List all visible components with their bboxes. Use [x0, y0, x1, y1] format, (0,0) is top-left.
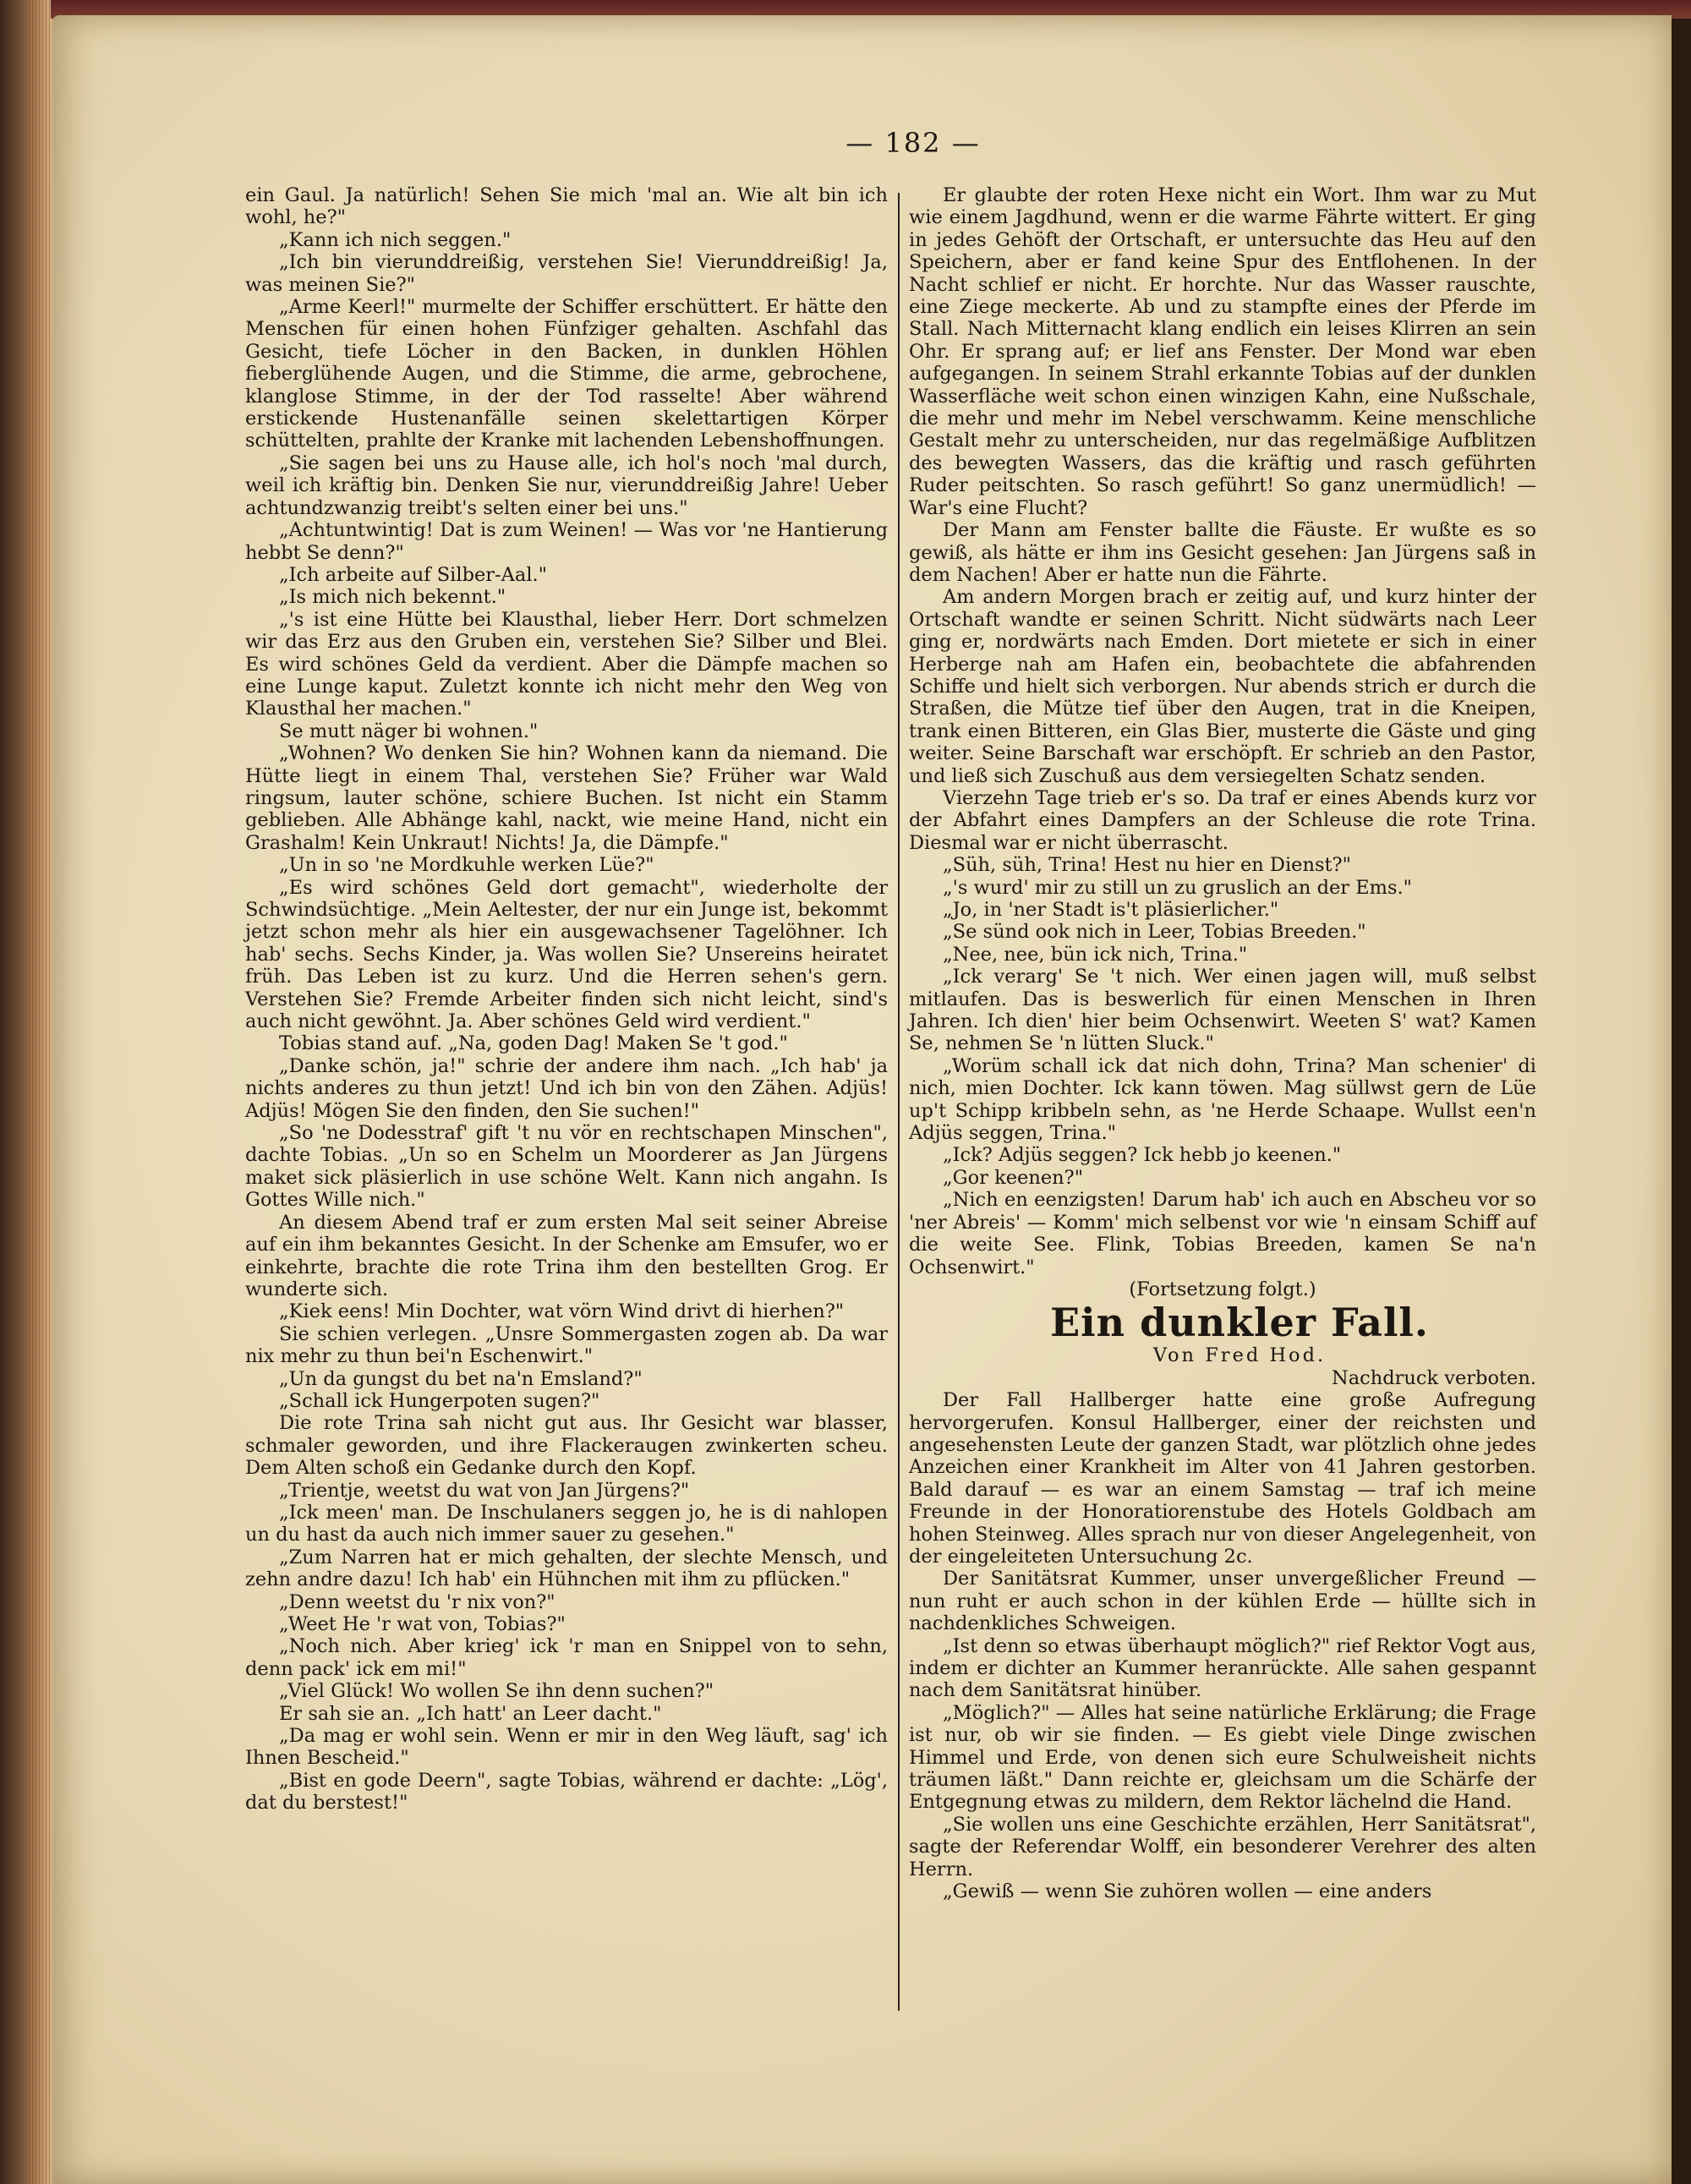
paragraph: „Gor keenen?" — [943, 1166, 1084, 1189]
paragraph: „Se sünd ook nich in Leer, Tobias Breeden." — [943, 921, 1366, 944]
paragraph: „Nich en eenzigsten! Darum hab' ich auch en Abscheu vor so 'ner Abreis' — Komm' mich selbenst vor wie 'n einsam Schiff auf die weite See. Flink, Tobias Breeden, kamen Se na'n Ochsenwirt." — [909, 1189, 1536, 1278]
right-column — [909, 184, 1536, 1902]
paragraph: „Da mag er wohl sein. Wenn er mir in den Weg läuft, sag' ich Ihnen Bescheid." — [245, 1725, 888, 1770]
paragraph: Am andern Morgen brach er zeitig auf, und kurz hinter der Ortschaft wandte er seinen Schritt. Nicht südwärts nach Leer ging er, nordwärts nach Emden. Dort mietete er sich in einer Herberge nah am Hafen ein, beobachtete die abfahrenden Schiffe und hielt sich verborgen. Nur abends strich er durch die Straßen, die Mütze tief über den Augen, trat in die Kneipen, trank einen Bitteren, ein Glas Bier, musterte die Gäste und ging weiter. Seine Barschaft war erschöpft. Er schrieb an den Pastor, und ließ sich Zuschuß aus dem versiegelten Schatz senden. — [909, 586, 1536, 787]
paragraph: „Ich arbeite auf Silber-Aal." — [279, 563, 548, 586]
paragraph: „Noch nich. Aber krieg' ick 'r man en Snippel von to sehn, denn pack' ick em mi!" — [245, 1635, 888, 1680]
paragraph: „Sie sagen bei uns zu Hause alle, ich hol's noch 'mal durch, weil ich kräftig bin. Denken Sie nur, vierunddreißig Jahre! Ueber achtundzwanzig treibt's selten einer bei uns." — [245, 452, 888, 519]
paragraph: „Gewiß — wenn Sie zuhören wollen — eine anders — [943, 1880, 1432, 1903]
paragraph: Se mutt näger bi wohnen." — [279, 720, 539, 742]
paragraph: „Bist en gode Deern", sagte Tobias, während er dachte: „Lög', dat du berstest!" — [245, 1769, 888, 1815]
serial-story-continuation — [909, 184, 1536, 1278]
paragraph: Er glaubte der roten Hexe nicht ein Wort. Ihm war zu Mut wie einem Jagdhund, wenn er die warme Fährte wittert. Er ging in jedes Gehöft der Ortschaft, er untersuchte das Heu auf den Speichern, aber er fand keine Spur des Entflohenen. In der Nacht schlief er nicht. Er horchte. Nur das Wasser rauschte, eine Ziege meckerte. Ab und zu stampfte eines der Pferde im Stall. Nach Mitternacht klang endlich ein leises Klirren an sein Ohr. Er sprang auf; er lief ans Fenster. Der Mond war eben aufgegangen. In seinem Strahl erkannte Tobias auf der dunklen Wasserfläche weit schon einen winzigen Kahn, eine Nußschale, die mehr und mehr im Nebel verschwamm. Keine menschliche Gestalt mehr zu unterscheiden, nur das regelmäßige Aufblitzen des bewegten Wassers, das die kräftig und rasch geführten Ruder peitschten. So rasch geführt! So ganz unermüdlich! — War's eine Flucht? — [909, 184, 1536, 519]
paragraph: „Achtuntwintig! Dat is zum Weinen! — Was vor 'ne Hantierung hebbt Se denn?" — [245, 519, 888, 564]
to-be-continued-note: (Fortsetzung folgt.) — [1129, 1278, 1316, 1300]
paragraph: „Es wird schönes Geld dort gemacht", wiederholte der Schwindsüchtige. „Mein Aeltester, der nur ein Junge ist, bekommt jetzt schon mehr als hier ein ausgewachsener Tagelöhner. Ich hab' sechs. Sechs Kinder, ja. Was wollen Sie? Unsereins heiratet früh. Das Leben ist zu kurz. Und die Herren sehen's gern. Verstehen Sie? Fremde Arbeiter finden sich nicht leicht, sind's auch nicht gewöhnt. Ja. Aber schönes Geld wird verdient." — [245, 876, 888, 1033]
paragraph: Der Mann am Fenster ballte die Fäuste. Er wußte es so gewiß, als hätte er ihm ins Gesicht gesehen: Jan Jürgens saß in dem Nachen! Aber er hatte nun die Fährte. — [909, 519, 1536, 586]
paragraph: Der Sanitätsrat Kummer, unser unvergeßlicher Freund — nun ruht er auch schon in der kühlen Erde — hüllte sich in nachdenkliches Schweigen. — [909, 1568, 1536, 1635]
paragraph: „Trientje, weetst du wat von Jan Jürgens?" — [279, 1479, 690, 1502]
paragraph: „Schall ick Hungerpoten sugen?" — [279, 1389, 600, 1412]
paragraph: „Kiek eens! Min Dochter, wat vörn Wind drivt di hierhen?" — [279, 1300, 845, 1323]
paragraph: Sie schien verlegen. „Unsre Sommergasten zogen ab. Da war nix mehr zu thun bei'n Eschenwirt." — [245, 1322, 888, 1368]
paragraph: „Un da gungst du bet na'n Emsland?" — [279, 1367, 643, 1390]
paragraph: „Arme Keerl!" murmelte der Schiffer erschüttert. Er hätte den Menschen für einen hohen Fünfziger gehalten. Aschfahl das Gesicht, tiefe Löcher in den Backen, in dunklen Höhlen fieberglühende Augen, und die Stimme, die arme, gebrochene, klanglose Stimme, in der der Tod rasselte! Aber während erstickende Hustenanfälle seinen skelettartigen Körper schüttelten, prahlte der Kranke mit lachenden Lebenshoffnungen. — [245, 296, 888, 452]
paragraph: „Ick verarg' Se 't nich. Wer einen jagen will, muß selbst mitlaufen. Das is beswerlich für einen Menschen in Ihren Jahren. Ich dien' hier beim Ochsenwirt. Weeten S' wat? Kamen Se, nehmen Se 'n lütten Sluck." — [909, 966, 1536, 1055]
column-divider — [898, 193, 900, 2011]
paragraph: „Viel Glück! Wo wollen Se ihn denn suchen?" — [279, 1680, 714, 1703]
paragraph: „Un in so 'ne Mordkuhle werken Lüe?" — [279, 854, 654, 877]
paragraph: „Is mich nich bekennt." — [279, 586, 506, 609]
paragraph: „Ick meen' man. De Inschulaners seggen jo, he is di nahlopen un du hast da auch nich immer sauer zu gesehen." — [245, 1501, 888, 1546]
paragraph: Tobias stand auf. „Na, goden Dag! Maken Se 't god." — [279, 1032, 788, 1055]
paragraph: An diesem Abend traf er zum ersten Mal seit seiner Abreise auf ein ihm bekanntes Gesicht. In der Schenke am Emsufer, wo er einkehrte, brachte die rote Trina ihm den bestellten Grog. Er wunderte sich. — [245, 1211, 888, 1300]
left-column — [245, 184, 888, 1815]
paragraph: „Ist denn so etwas überhaupt möglich?" rief Rektor Vogt aus, indem er dichter an Kummer heranrückte. Alle sahen gespannt nach dem Sanitätsrat hinüber. — [909, 1634, 1536, 1702]
paragraph: „Süh, süh, Trina! Hest nu hier en Dienst?" — [943, 854, 1351, 877]
paragraph: Der Fall Hallberger hatte eine große Aufregung hervorgerufen. Konsul Hallberger, einer der reichsten und angesehensten Leute der ganzen Stadt, war plötzlich ohne jedes Anzeichen einer Krankheit im Alter von 41 Jahren gestorben. Bald darauf — es war an einem Samstag — traf ich meine Freunde in der Honoratiorenstube des Hotels Goldbach am hohen Steinweg. Alles sprach nur von dieser Angelegenheit, von der eingeleiteten Untersuchung 2c. — [909, 1389, 1536, 1568]
paragraph: „Danke schön, ja!" schrie der andere ihm nach. „Ich hab' ja nichts anderes zu thun jetzt! Und ich bin von den Zähen. Adjüs! Adjüs! Mögen Sie den finden, den Sie suchen!" — [245, 1054, 888, 1122]
paragraph: „Jo, in 'ner Stadt is't pläsierlicher." — [943, 899, 1279, 921]
paragraph: Vierzehn Tage trieb er's so. Da traf er eines Abends kurz vor der Abfahrt eines Dampfers an der Schleuse die rote Trina. Diesmal war er nicht überrascht. — [909, 786, 1536, 854]
paragraph: ein Gaul. Ja natürlich! Sehen Sie mich 'mal an. Wie alt bin ich wohl, he?" — [245, 184, 888, 229]
paragraph: „Ick? Adjüs seggen? Ick hebb jo keenen." — [943, 1144, 1342, 1167]
paragraph: „Zum Narren hat er mich gehalten, der slechte Mensch, und zehn andre dazu! Ich hab' ein Hühnchen mit ihm zu pflücken." — [245, 1546, 888, 1591]
paragraph: „So 'ne Dodesstraf' gift 't nu vör en rechtschapen Minschen", dachte Tobias. „Un so en Schelm un Moorderer as Jan Jürgens maket sick pläsierlich in use schöne Welt. Kann nich angahn. Is Gottes Wille nich." — [245, 1122, 888, 1212]
page-number: — 182 — — [846, 127, 981, 159]
reprint-notice: Nachdruck verboten. — [1332, 1366, 1536, 1389]
paragraph: „Wohnen? Wo denken Sie hin? Wohnen kann da niemand. Die Hütte liegt in einem Thal, verstehen Sie? Früher war Wald ringsum, lauter schöne, schiere Buchen. Ist nicht ein Stamm geblieben. Alle Abhänge kahl, nackt, wie meine Hand, nicht ein Grashalm! Kein Unkraut! Nichts! Ja, die Dämpfe." — [245, 742, 888, 854]
paragraph: „Worüm schall ick dat nich dohn, Trina? Man schenier' di nich, mien Dochter. Ick kann töwen. Mag süllwst gern de Lüe up't Schipp kribbeln sehn, as 'ne Herde Schaape. Wullst een'n Adjüs seggen, Trina." — [909, 1054, 1536, 1145]
paragraph: „Ich bin vierunddreißig, verstehen Sie! Vierunddreißig! Ja, was meinen Sie?" — [245, 251, 888, 296]
article-body — [909, 1389, 1536, 1902]
article-title: Ein dunkler Fall. — [1050, 1300, 1429, 1346]
paragraph: „Weet He 'r wat von, Tobias?" — [279, 1613, 566, 1635]
paragraph: „Denn weetst du 'r nix von?" — [279, 1590, 555, 1613]
paragraph: Die rote Trina sah nicht gut aus. Ihr Gesicht war blasser, schmaler geworden, und ihre Flackeraugen zwinkerten scheu. Dem Alten schoß ein Gedanke durch den Kopf. — [245, 1412, 888, 1480]
paragraph: „Nee, nee, bün ick nich, Trina." — [943, 943, 1248, 966]
paragraph: „Sie wollen uns eine Geschichte erzählen, Herr Sanitätsrat", sagte der Referendar Wolff, ein besonderer Verehrer des alten Herrn. — [909, 1813, 1536, 1880]
paragraph: Er sah sie an. „Ich hatt' an Leer dacht." — [279, 1702, 662, 1725]
paragraph: „Kann ich nich seggen." — [279, 228, 512, 251]
paragraph: „'s ist eine Hütte bei Klausthal, lieber Herr. Dort schmelzen wir das Erz aus den Gruben ein, verstehen Sie? Silber und Blei. Es wird schönes Geld da verdient. Aber die Dämpfe machen so eine Lunge kaput. Zuletzt konnte ich nicht mehr den Weg von Klausthal her machen." — [245, 608, 888, 720]
paragraph: „'s wurd' mir zu still un zu gruslich an der Ems." — [943, 876, 1413, 899]
article-byline: Von Fred Hod. — [1152, 1344, 1327, 1367]
paragraph: „Möglich?" — Alles hat seine natürliche Erklärung; die Frage ist nur, ob wir sie finden. — Es giebt viele Dinge zwischen Himmel und Erde, von denen sich eure Schulweisheit nichts träumen läßt." Dann reichte er, gleichsam um die Schärfe der Entgegnung etwas zu mildern, dem Rektor lächelnd die Hand. — [909, 1701, 1536, 1814]
